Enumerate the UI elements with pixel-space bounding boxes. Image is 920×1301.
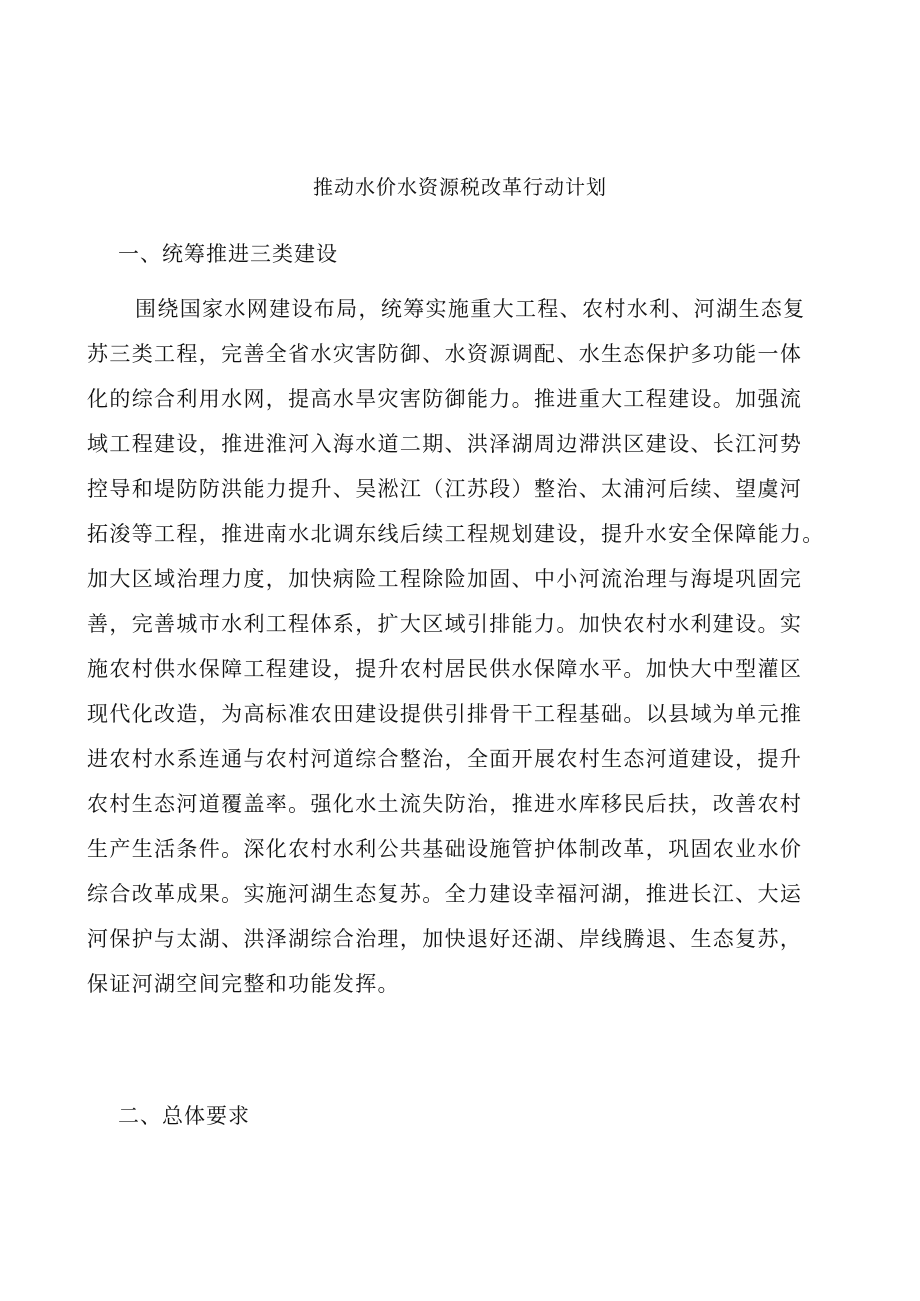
body-line: 生产生活条件。深化农村水利公共基础设施管护体制改革，巩固农业水价	[87, 837, 803, 861]
body-line: 进农村水系连通与农村河道综合整治，全面开展农村生态河道建设，提升	[87, 747, 803, 771]
body-line: 域工程建设，推进淮河入海水道二期、洪泽湖周边滞洪区建设、长江河势	[87, 432, 803, 456]
body-line: 拓浚等工程，推进南水北调东线后续工程规划建设，提升水安全保障能力。	[87, 522, 825, 546]
body-line: 苏三类工程，完善全省水灾害防御、水资源调配、水生态保护多功能一体	[87, 342, 803, 366]
body-line: 化的综合利用水网，提高水旱灾害防御能力。推进重大工程建设。加强流	[87, 387, 803, 411]
body-line: 河保护与太湖、洪泽湖综合治理，加快退好还湖、岸线腾退、生态复苏，	[87, 927, 803, 951]
body-line: 围绕国家水网建设布局，统筹实施重大工程、农村水利、河湖生态复	[135, 297, 806, 321]
body-line: 综合改革成果。实施河湖生态复苏。全力建设幸福河湖，推进长江、大运	[87, 882, 803, 906]
body-line: 控导和堤防防洪能力提升、吴淞江（江苏段）整治、太浦河后续、望虞河	[87, 477, 803, 501]
body-line: 现代化改造，为高标准农田建设提供引排骨干工程基础。以县域为单元推	[87, 702, 803, 726]
body-line: 农村生态河道覆盖率。强化水土流失防治，推进水库移民后扶，改善农村	[87, 792, 803, 816]
body-line: 施农村供水保障工程建设，提升农村居民供水保障水平。加快大中型灌区	[87, 657, 803, 681]
body-line: 善，完善城市水利工程体系，扩大区域引排能力。加快农村水利建设。实	[87, 612, 803, 636]
body-line: 加大区域治理力度，加快病险工程除险加固、中小河流治理与海堤巩固完	[87, 567, 803, 591]
body-line: 保证河湖空间完整和功能发挥。	[87, 972, 400, 996]
section-1-body	[87, 287, 857, 1007]
document-title: 推动水价水资源税改革行动计划	[313, 175, 607, 199]
section-1-heading: 一、统筹推进三类建设	[118, 242, 338, 266]
section-2-heading: 二、总体要求	[118, 1104, 250, 1128]
